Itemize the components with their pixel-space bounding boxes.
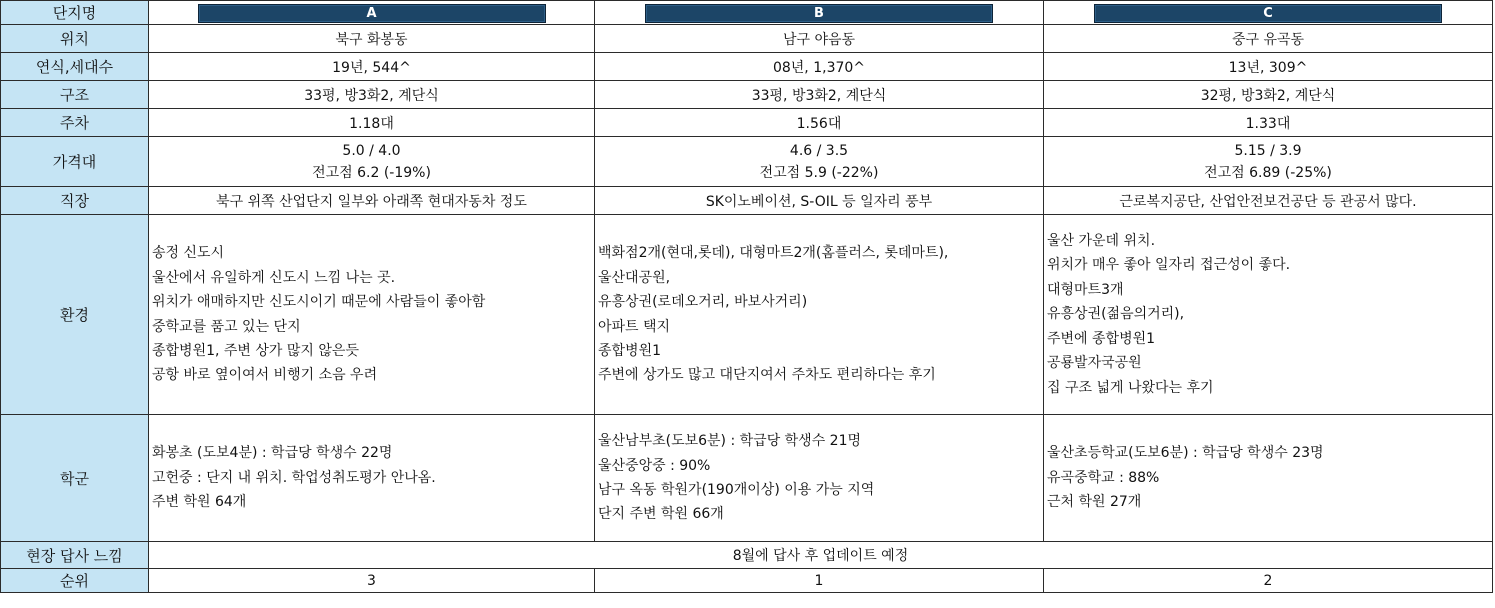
row-label-jobs: 직장 bbox=[1, 187, 149, 215]
location-a: 북구 화봉동 bbox=[149, 25, 595, 53]
rank-b: 1 bbox=[595, 569, 1044, 593]
list-item: 종합병원1, 주변 상가 많지 않은듯 bbox=[152, 342, 359, 359]
list-item: 주변에 종합병원1 bbox=[1047, 330, 1156, 347]
price-b bbox=[595, 137, 1044, 187]
structure-a: 33평, 방3화2, 계단식 bbox=[149, 81, 595, 109]
school-row bbox=[1, 415, 1493, 542]
environment-row bbox=[1, 215, 1493, 415]
price-c-current: 5.15 / 3.9 bbox=[1234, 142, 1302, 159]
rank-row bbox=[1, 569, 1493, 593]
list-item: 집 구조 넓게 나왔다는 후기 bbox=[1047, 379, 1214, 396]
age-units-c: 13년, 309^ bbox=[1044, 53, 1493, 81]
location-c: 중구 유곡동 bbox=[1044, 25, 1493, 53]
list-item: 송정 신도시 bbox=[152, 245, 225, 262]
list-item: 종합병원1 bbox=[598, 342, 662, 359]
row-label-complex: 단지명 bbox=[1, 1, 149, 25]
list-item: 울산중앙중 : 90% bbox=[598, 457, 711, 474]
age-units-b: 08년, 1,370^ bbox=[595, 53, 1044, 81]
price-c-peak: 전고점 6.89 (-25%) bbox=[1204, 164, 1332, 181]
location-row bbox=[1, 25, 1493, 53]
price-c bbox=[1044, 137, 1493, 187]
list-item: 단지 주변 학원 66개 bbox=[598, 506, 724, 523]
complex-c-name: C bbox=[1094, 4, 1442, 23]
list-item: 아파트 택지 bbox=[598, 318, 671, 335]
list-item: 화봉초 (도보4분) : 학급당 학생수 22명 bbox=[152, 445, 393, 462]
structure-c: 32평, 방3화2, 계단식 bbox=[1044, 81, 1493, 109]
age-units-row bbox=[1, 53, 1493, 81]
complex-b-name: B bbox=[645, 4, 993, 23]
price-a-current: 5.0 / 4.0 bbox=[342, 142, 401, 159]
row-label-structure: 구조 bbox=[1, 81, 149, 109]
row-label-parking: 주차 bbox=[1, 109, 149, 137]
jobs-c: 근로복지공단, 산업안전보건공단 등 관공서 많다. bbox=[1044, 187, 1493, 215]
list-item: 울산초등학교(도보6분) : 학급당 학생수 23명 bbox=[1047, 445, 1324, 462]
parking-a: 1.18대 bbox=[149, 109, 595, 137]
list-item: 울산 가운데 위치. bbox=[1047, 233, 1156, 250]
list-item: 주변 학원 64개 bbox=[152, 494, 247, 511]
visit-note: 8월에 답사 후 업데이트 예정 bbox=[149, 542, 1493, 569]
row-label-rank: 순위 bbox=[1, 569, 149, 593]
environment-b bbox=[595, 215, 1044, 415]
parking-c: 1.33대 bbox=[1044, 109, 1493, 137]
environment-c bbox=[1044, 215, 1493, 415]
list-item: 유흥상권(로데오거리, 바보사거리) bbox=[598, 294, 808, 311]
row-label-school: 학군 bbox=[1, 415, 149, 542]
complex-a-name: A bbox=[198, 4, 546, 23]
complex-a-header bbox=[149, 1, 595, 25]
price-row bbox=[1, 137, 1493, 187]
jobs-b: SK이노베이션, S-OIL 등 일자리 풍부 bbox=[595, 187, 1044, 215]
row-label-age-units: 연식,세대수 bbox=[1, 53, 149, 81]
header-row bbox=[1, 1, 1493, 25]
list-item: 백화점2개(현대,롯데), 대형마트2개(홈플러스, 롯데마트), bbox=[598, 245, 949, 262]
rank-a: 3 bbox=[149, 569, 595, 593]
price-b-current: 4.6 / 3.5 bbox=[789, 142, 849, 159]
school-a bbox=[149, 415, 595, 542]
list-item: 공항 바로 옆이여서 비행기 소음 우려 bbox=[152, 367, 378, 384]
price-b-peak: 전고점 5.9 (-22%) bbox=[759, 164, 879, 181]
list-item: 공룡발자국공원 bbox=[1047, 355, 1142, 372]
price-a-peak: 전고점 6.2 (-19%) bbox=[312, 164, 431, 181]
list-item: 중학교를 품고 있는 단지 bbox=[152, 318, 301, 335]
environment-a bbox=[149, 215, 595, 415]
jobs-a: 북구 위쪽 산업단지 일부와 아래쪽 현대자동차 정도 bbox=[149, 187, 595, 215]
list-item: 남구 옥동 학원가(190개이상) 이용 가능 지역 bbox=[598, 482, 875, 498]
list-item: 울산남부초(도보6분) : 학급당 학생수 21명 bbox=[598, 433, 862, 450]
jobs-row bbox=[1, 187, 1493, 215]
list-item: 유곡중학교 : 88% bbox=[1047, 469, 1160, 486]
list-item: 위치가 매우 좋아 일자리 접근성이 좋다. bbox=[1047, 257, 1291, 274]
row-label-price: 가격대 bbox=[1, 137, 149, 187]
structure-row bbox=[1, 81, 1493, 109]
visit-row bbox=[1, 542, 1493, 569]
price-a bbox=[149, 137, 595, 187]
school-c bbox=[1044, 415, 1493, 542]
list-item: 유흥상권(젊음의거리), bbox=[1047, 306, 1185, 323]
row-label-visit: 현장 답사 느낌 bbox=[1, 542, 149, 569]
structure-b: 33평, 방3화2, 계단식 bbox=[595, 81, 1044, 109]
rank-c: 2 bbox=[1044, 569, 1493, 593]
list-item: 고헌중 : 단지 내 위치. 학업성취도평가 안나옴. bbox=[152, 469, 436, 486]
parking-row bbox=[1, 109, 1493, 137]
list-item: 근처 학원 27개 bbox=[1047, 494, 1142, 511]
list-item: 위치가 애매하지만 신도시이기 때문에 사람들이 좋아함 bbox=[152, 294, 486, 311]
complex-b-header bbox=[595, 1, 1044, 25]
list-item: 대형마트3개 bbox=[1047, 281, 1124, 298]
location-b: 남구 야음동 bbox=[595, 25, 1044, 53]
parking-b: 1.56대 bbox=[595, 109, 1044, 137]
row-label-location: 위치 bbox=[1, 25, 149, 53]
age-units-a: 19년, 544^ bbox=[149, 53, 595, 81]
row-label-environment: 환경 bbox=[1, 215, 149, 415]
list-item: 울산대공원, bbox=[598, 269, 671, 286]
school-b bbox=[595, 415, 1044, 542]
complex-c-header bbox=[1044, 1, 1493, 25]
list-item: 울산에서 유일하게 신도시 느낌 나는 곳. bbox=[152, 269, 396, 286]
list-item: 주변에 상가도 많고 대단지여서 주차도 편리하다는 후기 bbox=[598, 367, 936, 384]
